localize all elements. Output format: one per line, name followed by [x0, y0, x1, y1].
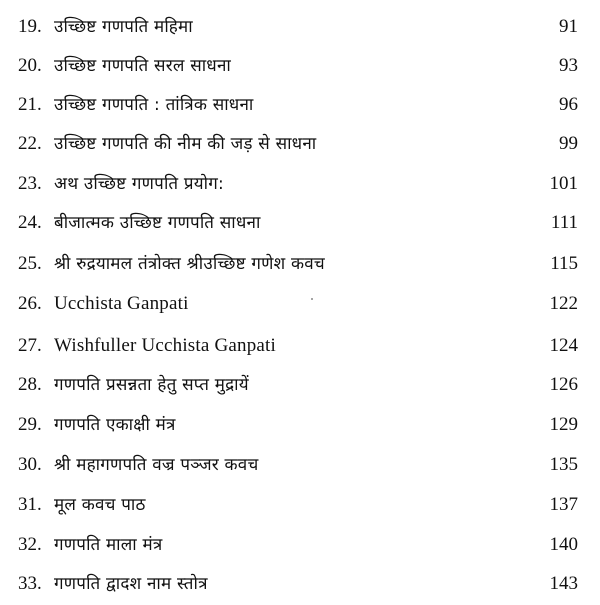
toc-entry-page: 93 — [559, 55, 578, 76]
toc-entry-title: गणपति द्वादश नाम स्तोत्र — [54, 574, 208, 594]
toc-entry-page: 91 — [559, 16, 578, 37]
toc-entry-number: 26. — [18, 293, 42, 314]
toc-entry-number: 31. — [18, 494, 42, 515]
toc-entry-page: 126 — [549, 374, 578, 395]
toc-entry-page: 137 — [549, 494, 578, 515]
toc-entry-title: उच्छिष्ट गणपति महिमा — [54, 17, 193, 37]
toc-entry-title: गणपति एकाक्षी मंत्र — [54, 415, 176, 435]
toc-entry — [0, 524, 600, 566]
toc-entry — [0, 123, 600, 165]
toc-entry — [0, 283, 600, 325]
toc-entry — [0, 563, 600, 605]
toc-entry-page: 111 — [550, 212, 578, 233]
toc-entry-title: मूल कवच पाठ — [54, 495, 146, 515]
toc-entry-number: 20. — [18, 55, 42, 76]
toc-entry-number: 27. — [18, 335, 42, 356]
toc-entry-page: 101 — [549, 173, 578, 194]
toc-entry-page: 99 — [559, 133, 578, 154]
toc-entry-title: श्री रुद्रयामल तंत्रोक्त श्रीउच्छिष्ट गणेश कवच — [54, 254, 325, 274]
toc-entry-number: 23. — [18, 173, 42, 194]
scan-speck — [311, 298, 313, 300]
toc-entry-title: उच्छिष्ट गणपति सरल साधना — [54, 56, 232, 76]
toc-entry-page: 96 — [559, 94, 578, 115]
toc-entry-title: उच्छिष्ट गणपति की नीम की जड़ से साधना — [54, 134, 317, 154]
toc-entry-number: 25. — [18, 253, 42, 274]
toc-entry-title: श्री महागणपति वज्र पञ्जर कवच — [54, 455, 259, 475]
toc-entry-title: गणपति प्रसन्नता हेतु सप्त मुद्रायें — [54, 375, 249, 395]
toc-entry-number: 19. — [18, 16, 42, 37]
toc-entry-title: Ucchista Ganpati — [54, 293, 189, 314]
toc-entry-page: 124 — [549, 335, 578, 356]
toc-entry — [0, 243, 600, 285]
toc-entry — [0, 404, 600, 446]
toc-entry-number: 29. — [18, 414, 42, 435]
toc-entry — [0, 202, 600, 244]
toc-entry — [0, 325, 600, 367]
toc-entry — [0, 484, 600, 526]
toc-entry-number: 28. — [18, 374, 42, 395]
toc-entry-number: 32. — [18, 534, 42, 555]
toc-entry-number: 33. — [18, 573, 42, 594]
toc-entry — [0, 444, 600, 486]
toc-entry — [0, 84, 600, 126]
toc-entry-title: गणपति माला मंत्र — [54, 535, 163, 555]
toc-entry-page: 140 — [549, 534, 578, 555]
toc-entry-title: Wishfuller Ucchista Ganpati — [54, 335, 277, 356]
toc-entry-page: 129 — [549, 414, 578, 435]
toc-entry-number: 30. — [18, 454, 42, 475]
toc-entry-number: 21. — [18, 94, 42, 115]
toc-entry-page: 115 — [550, 253, 578, 274]
toc-entry-number: 24. — [18, 212, 42, 233]
toc-entry-title: अथ उच्छिष्ट गणपति प्रयोग: — [54, 174, 224, 194]
toc-entry — [0, 6, 600, 48]
toc-entry — [0, 163, 600, 205]
toc-entry — [0, 364, 600, 406]
toc-entry-number: 22. — [18, 133, 42, 154]
toc-entry-title: बीजात्मक उच्छिष्ट गणपति साधना — [54, 213, 261, 233]
toc-entry-page: 122 — [549, 293, 578, 314]
toc-entry-page: 135 — [549, 454, 578, 475]
toc-entry — [0, 45, 600, 87]
toc-entry-page: 143 — [549, 573, 578, 594]
toc-entry-title: उच्छिष्ट गणपति : तांत्रिक साधना — [54, 95, 254, 115]
